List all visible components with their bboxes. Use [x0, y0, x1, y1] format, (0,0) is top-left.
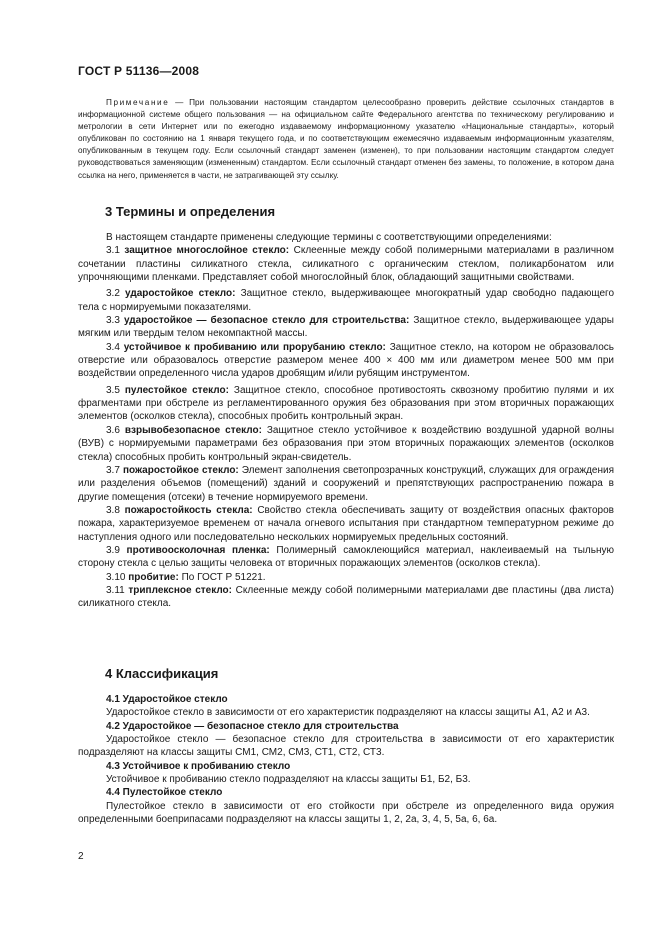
- note-label: Примечание: [106, 98, 170, 107]
- note-text: — При пользовании настоящим стандартом целесообразно проверить действие ссылочных стандартов в информационной системе общего пользования — на официальном сайте Федерального агентства по техническому регулированию и метрологии в сети Интернет или по ежегодно издаваемому информационному указателю «Национальные стандарты», который опубликован по состоянию на 1 января текущего года, и по соответствующим ежемесячно издаваемым информационным указателям, опубликованным в текущем году. Если ссылочный стандарт заменен (изменен), то при пользовании настоящим стандартом следует руководствоваться заменяющим (измененным) стандартом. Если ссылочный стандарт отменен без замены, то положение, в котором дана ссылка на него, применяется в части, не затрагивающей эту ссылку.: [78, 98, 614, 180]
- section-3-intro: В настоящем стандарте применены следующие термины с соответствующими определениями:: [106, 232, 552, 243]
- section-3-body: [78, 231, 614, 611]
- page-number: 2: [78, 851, 84, 862]
- term-item: 3.10 пробитие: По ГОСТ Р 51221.: [106, 571, 266, 583]
- note-block: [78, 97, 614, 182]
- term-item: 3.9 противоосколочная пленка: Полимерный самоклеющийся материал, наклеиваемый на тыльную сторону стекла с целью защиты человека от вторичных поражающих элементов (осколков стекла).: [78, 544, 614, 570]
- term-item: 3.2 ударостойкое стекло: Защитное стекло, выдерживающее многократный удар свободно падающего тела с нормируемыми показателями.: [78, 288, 615, 313]
- subsection-heading: 4.4 Пулестойкое стекло: [106, 787, 223, 799]
- term-item: 3.11 триплексное стекло: Склеенные между собой полимерными материалами две пластины (два листа) силикатного стекла.: [78, 584, 614, 610]
- subsection-text: Пулестойкое стекло в зависимости от его стойкости при обстреле из определенного вида оружия определенными боеприпасами подразделяют на классы защиты 1, 2, 2а, 3, 4, 5, 5а, 6, 6а.: [78, 800, 614, 826]
- term-item: 3.1 защитное многослойное стекло: Склеенные между собой полимерными материалами в различном сочетании пластины силикатного стекла, силикатного с органическим стеклом, поликарбонатом или упрочняющими пленками. Представляет собой многослойный блок, обладающий защитными свойствами.: [78, 245, 614, 284]
- subsection-heading: 4.2 Ударостойкое — безопасное стекло для строительства: [106, 720, 399, 732]
- term-item: 3.3 ударостойкое — безопасное стекло для строительства: Защитное стекло, выдерживающее удары мягким или твердым телом некомпактной массы.: [78, 315, 614, 340]
- subsection-heading: 4.3 Устойчивое к пробиванию стекло: [106, 760, 291, 772]
- standard-header: ГОСТ Р 51136—2008: [78, 64, 200, 78]
- section-4-title: 4 Классификация: [105, 666, 219, 681]
- section-3-title: 3 Термины и определения: [105, 204, 276, 219]
- term-item: 3.4 устойчивое к пробиванию или прорубанию стекло: Защитное стекло, на котором не образовалось отверстие или образовалось отверстие размером менее 400 × 400 мм или диаметром менее 500 мм при воздействии определенного числа ударов дробящим и/или рубящим инструментом.: [78, 341, 615, 380]
- subsection-heading: 4.1 Ударостойкое стекло: [106, 694, 228, 705]
- subsection-text: Устойчивое к пробиванию стекло подразделяют на классы защиты Б1, Б2, Б3.: [106, 774, 471, 786]
- subsection-text: Ударостойкое стекло — безопасное стекло для строительства в зависимости от его характеристик подразделяют на классы защиты СМ1, СМ2, СМ3, СТ1, СТ2, СТ3.: [78, 734, 614, 759]
- subsection-text: Ударостойкое стекло в зависимости от его характеристик подразделяют на классы защиты А1, А2 и А3.: [106, 707, 590, 719]
- term-item: 3.7 пожаростойкое стекло: Элемент заполнения светопрозрачных конструкций, служащих для ограждения или разделения объемов (помещений) зданий и сооружений и препятствующих распространению пожара в другие помещения (отсеки) в течение нормируемого времени.: [78, 464, 615, 503]
- term-item: 3.6 взрывобезопасное стекло: Защитное стекло устойчивое к воздействию воздушной ударной волны (ВУВ) с нормируемыми параметрами без образования при этом вторичных поражающих элементов (осколков стекла) способных пробить контрольный экран-свидетель.: [78, 424, 615, 463]
- term-item: 3.5 пулестойкое стекло: Защитное стекло, способное противостоять сквозному пробитию пулями и их фрагментами при обстреле из регламентированного оружия без образования при этом вторичных поражающих элементов (осколков стекла), способных пробить контрольный экран.: [78, 384, 614, 423]
- section-4-body: [78, 693, 614, 826]
- term-item: 3.8 пожаростойкость стекла: Свойство стекла обеспечивать защиту от воздействия опасных факторов пожара, характеризуемое временем от начала огневого испытания при стандартном температурном режиме до наступления одного или последовательно нескольких нормируемых предельных состояний.: [78, 504, 614, 543]
